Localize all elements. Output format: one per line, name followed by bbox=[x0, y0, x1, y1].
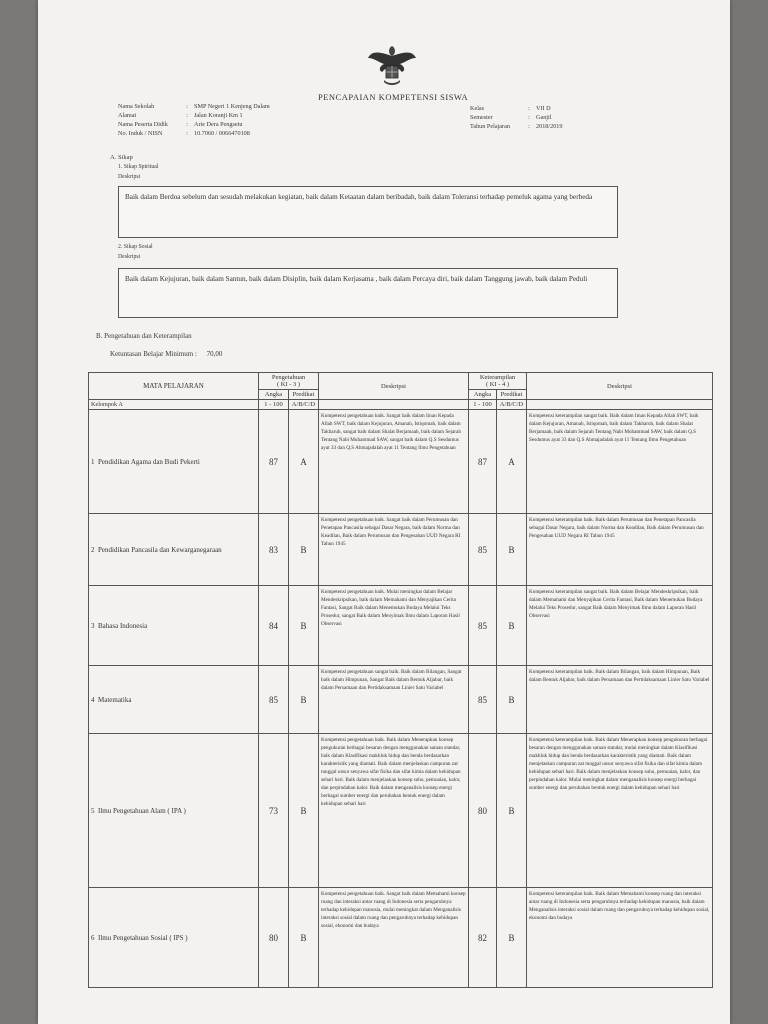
skill-description: Kompetensi keterampilan baik. Baik dalam Menerapkan konsep pengukuran berbagai besaran dengan menggunakan satuan standar, mulai meningkat dalam Klasifikasi makhluk hidup dan benda berdasarkan karakteristik yang diamati. Baik dalam menjelaskan campuran zat tunggal unsur senyawa sifat fisika dan sifat kimia dalam kehidupan sehari hari. Baik dalam menjelaskan konsep suhu, pemuaian, kalor, dan perpindahan kalor. Mulai meningkat dalam menganalisis konsep energi berbagai sumber energi dan perubahan bentuk energi dalam kehidupan sehari hari bbox=[527, 734, 713, 888]
garuda-emblem-icon bbox=[366, 42, 418, 90]
skill-score: 80 bbox=[469, 734, 497, 888]
knowledge-score: 85 bbox=[259, 666, 289, 734]
skill-description: Kompetensi keterampilan baik. Baik dalam Memahami konsep ruang dan interaksi antar ruang di Indonesia serta pengaruhnya terhadap kehidupan manusia, baik dalam Menganalisis interaksi sosial dalam ruang dan pengaruhnya terhadap kehidupan sosial, ekonomi dan budaya bbox=[527, 888, 713, 988]
skill-score: 85 bbox=[469, 586, 497, 666]
social-description-box: Baik dalam Kejujuran, baik dalam Santun, baik dalam Disiplin, baik dalam Kerjasama , baik dalam Percaya diri, baik dalam Tanggung jawab, baik dalam Peduli bbox=[118, 268, 618, 318]
skill-score: 82 bbox=[469, 888, 497, 988]
knowledge-predicate: B bbox=[289, 666, 319, 734]
knowledge-predicate: B bbox=[289, 586, 319, 666]
subject-cell: 4 Matematika bbox=[89, 666, 259, 734]
header-predikat: Predikat bbox=[289, 390, 319, 400]
predicate-range: A/B/C/D bbox=[497, 400, 527, 410]
knowledge-predicate: B bbox=[289, 734, 319, 888]
subject-cell: 3 Bahasa Indonesia bbox=[89, 586, 259, 666]
knowledge-predicate: B bbox=[289, 514, 319, 586]
kkm-value: 70,00 bbox=[206, 350, 223, 358]
knowledge-score: 80 bbox=[259, 888, 289, 988]
skill-predicate: B bbox=[497, 586, 527, 666]
skill-score: 87 bbox=[469, 410, 497, 514]
info-row: Alamat : Jalan Koranji Km 1 bbox=[118, 112, 243, 119]
info-row: Nama Sekolah : SMP Negeri 1 Kenjeng Dalam bbox=[118, 103, 270, 110]
skill-score: 85 bbox=[469, 514, 497, 586]
knowledge-description: Kompetensi pengetahuan sangat baik. Baik dalam Bilangan, Sangat baik dalam Himpunan, Sangat Baik dalam Bentuk Aljabar, baik dalam Persamaan dan Pertidaksamaan Linier Satu Variabel bbox=[319, 666, 469, 734]
skill-description: Kompetensi keterampilan sangat baik. Baik dalam Iman Kepada Allah SWT, baik dalam Kejujuran, Amanah, Istiqomah, baik dalam Takharuh, baik dalam Shalat Berjamaah, baik dalam Sejarah Tentang Nabi Muhammad SAW, baik dalam Q.S Sesdumus ayat 33 dan Q.S Ahmajadalah ayat 11 Tentang Ilmu Pengetahuan bbox=[527, 410, 713, 514]
knowledge-score: 83 bbox=[259, 514, 289, 586]
table-row bbox=[89, 410, 713, 514]
knowledge-description: Kompetensi pengetahuan baik. Sangat baik dalam Perumusan dan Penetapan Pancasila sebagai Dasar Negara, baik dalam Norma dan Keadilan, Baik dalam Perumusan dan Pengesahan UUD Negara RI Tahun 1945 bbox=[319, 514, 469, 586]
skill-predicate: B bbox=[497, 734, 527, 888]
social-subheading: 2. Sikap Sosial bbox=[118, 244, 153, 250]
page-title: PENCAPAIAN KOMPETENSI SISWA bbox=[318, 92, 469, 102]
header-predikat: Predikat bbox=[497, 390, 527, 400]
section-b-heading: B. Pengetahuan dan Keterampilan bbox=[96, 332, 192, 340]
knowledge-score: 73 bbox=[259, 734, 289, 888]
social-desc-label: Deskripsi bbox=[118, 254, 141, 260]
knowledge-score: 87 bbox=[259, 410, 289, 514]
info-row: No. Induk / NISN : 10.7060 / 0066470108 bbox=[118, 130, 250, 137]
kkm-label: Ketuntasan Belajar Minimum : 70,00 bbox=[110, 350, 223, 358]
table-row bbox=[89, 666, 713, 734]
table-range-row bbox=[89, 400, 713, 410]
header-angka: Angka bbox=[259, 390, 289, 400]
header-knowledge-desc: Deskripsi bbox=[319, 373, 469, 400]
background-left bbox=[0, 0, 38, 1024]
group-label: Kelompok A bbox=[89, 400, 259, 410]
subject-cell: 2 Pendidikan Pancasila dan Kewarganegaraan bbox=[89, 514, 259, 586]
spiritual-description-box: Baik dalam Berdoa sebelum dan sesudah melakukan kegiatan, baik dalam Ketaatan dalam beribadah, baik dalam Toleransi terhadap pemeluk agama yang berbeda bbox=[118, 186, 618, 238]
header-subject: MATA PELAJARAN bbox=[89, 373, 259, 400]
subject-cell: 6 Ilmu Pengetahuan Sosial ( IPS ) bbox=[89, 888, 259, 988]
table-row bbox=[89, 888, 713, 988]
skill-predicate: A bbox=[497, 410, 527, 514]
header-skill-desc: Deskripsi bbox=[527, 373, 713, 400]
table-row bbox=[89, 514, 713, 586]
score-range: 1 - 100 bbox=[259, 400, 289, 410]
knowledge-description: Kompetensi pengetahuan baik. Sangat baik dalam Memahami konsep ruang dan interaksi antar ruang di Indonesia serta pengaruhnya terhadap kehidupan manusia, mulai meningkat dalam Menganalisis interaksi sosial dalam ruang dan pengaruhnya terhadap kehidupan sosial, ekonomi dan budaya bbox=[319, 888, 469, 988]
score-range: 1 - 100 bbox=[469, 400, 497, 410]
skill-description: Kompetensi keterampilan baik. Baik dalam Perumusan dan Penetapan Pancasila sebagai Dasar Negara, baik dalam Norma dan Keadilan, Baik dalam Perumusan dan Pengesahan UUD Negara RI Tahun 1945 bbox=[527, 514, 713, 586]
skill-predicate: B bbox=[497, 514, 527, 586]
skill-description: Kompetensi keterampilan baik. Baik dalam Bilangan, baik dalam Himpunan, Baik dalam Bentuk Aljabar, baik dalam Persamaan dan Pertidaksamaan Linier Satu Variabel bbox=[527, 666, 713, 734]
spiritual-desc-label: Deskripsi bbox=[118, 174, 141, 180]
knowledge-score: 84 bbox=[259, 586, 289, 666]
subject-cell: 1 Pendidikan Agama dan Budi Pekerti bbox=[89, 410, 259, 514]
table-header-row bbox=[89, 373, 713, 390]
info-row: Kelas : VII D bbox=[470, 105, 551, 112]
background-right bbox=[730, 0, 768, 1024]
student-info-right bbox=[470, 104, 562, 131]
skill-score: 85 bbox=[469, 666, 497, 734]
knowledge-description: Kompetensi pengetahuan baik. Mulai meningkat dalam Belajar Mendeskripsikan, baik dalam Memahami dan Menyajikan Cerita Fantasi, Sangat Baik dalam Menemukan Budaya Melalui Teks Prosedur, sangat Baik dalam Menyimak Ilmu dalam Laporan Hasil Observasi bbox=[319, 586, 469, 666]
info-row: Nama Peserta Didik : Arie Dera Pengsetu bbox=[118, 121, 243, 128]
knowledge-description: Kompetensi pengetahuan baik. Sangat baik dalam Iman Kepada Allah SWT, baik dalam Kejujuran, Amanah, Istiqomah, baik dalam Takharuh, sangat baik dalam Shalat Berjamaah, baik dalam Sejarah Tentang Nabi Muhammad SAW, sangat baik dalam Q.S Sesdumus ayat 33 dan Q.S Ahmajadalah ayat 11 Tentang Ilmu Pengetahuan bbox=[319, 410, 469, 514]
skill-predicate: B bbox=[497, 666, 527, 734]
info-row: Semester : Ganjil bbox=[470, 114, 552, 121]
table-row bbox=[89, 586, 713, 666]
table-row bbox=[89, 734, 713, 888]
student-info-left bbox=[118, 102, 270, 138]
report-page bbox=[38, 0, 730, 1024]
info-row: Tahun Pelajaran : 2018/2019 bbox=[470, 123, 563, 130]
skill-predicate: B bbox=[497, 888, 527, 988]
skill-description: Kompetensi keterampilan sangat baik. Baik dalam Belajar Mendeskripsikan, baik dalam Memahami dan Menyajikan Cerita Fantasi, Baik dalam Menemukan Budaya Melalui Teks Prosedur, sangat Baik dalam Menyimak Ilmu dalam Laporan Hasil Observasi bbox=[527, 586, 713, 666]
subject-cell: 5 Ilmu Pengetahuan Alam ( IPA ) bbox=[89, 734, 259, 888]
knowledge-description: Kompetensi pengetahuan baik. Baik dalam Menerapkan konsep pengukuran berbagai besaran dengan menggunakan satuan standar, baik dalam Klasifikasi makhluk hidup dan benda berdasarkan karakteristik yang diamati. Baik dalam menjelaskan campuran zat tunggal unsur senyawa sifat fisika dan sifat kimia dalam kehidupan sehari hari. Baik dalam menjelaskan konsep suhu, pemuaian, kalor, dan perpindahan kalor. Baik dalam menganalisis konsep energi berbagai sumber energi dan perubahan bentuk energi dalam kehidupan sehari hari bbox=[319, 734, 469, 888]
predicate-range: A/B/C/D bbox=[289, 400, 319, 410]
knowledge-predicate: B bbox=[289, 888, 319, 988]
header-skill: Keterampilan ( KI - 4 ) bbox=[469, 373, 527, 390]
header-angka: Angka bbox=[469, 390, 497, 400]
grades-table bbox=[88, 372, 713, 988]
spiritual-subheading: 1. Sikap Spiritual bbox=[118, 164, 159, 170]
knowledge-predicate: A bbox=[289, 410, 319, 514]
header-knowledge: Pengetahuan ( KI - 3 ) bbox=[259, 373, 319, 390]
section-a-heading: A. Sikap bbox=[110, 154, 133, 161]
